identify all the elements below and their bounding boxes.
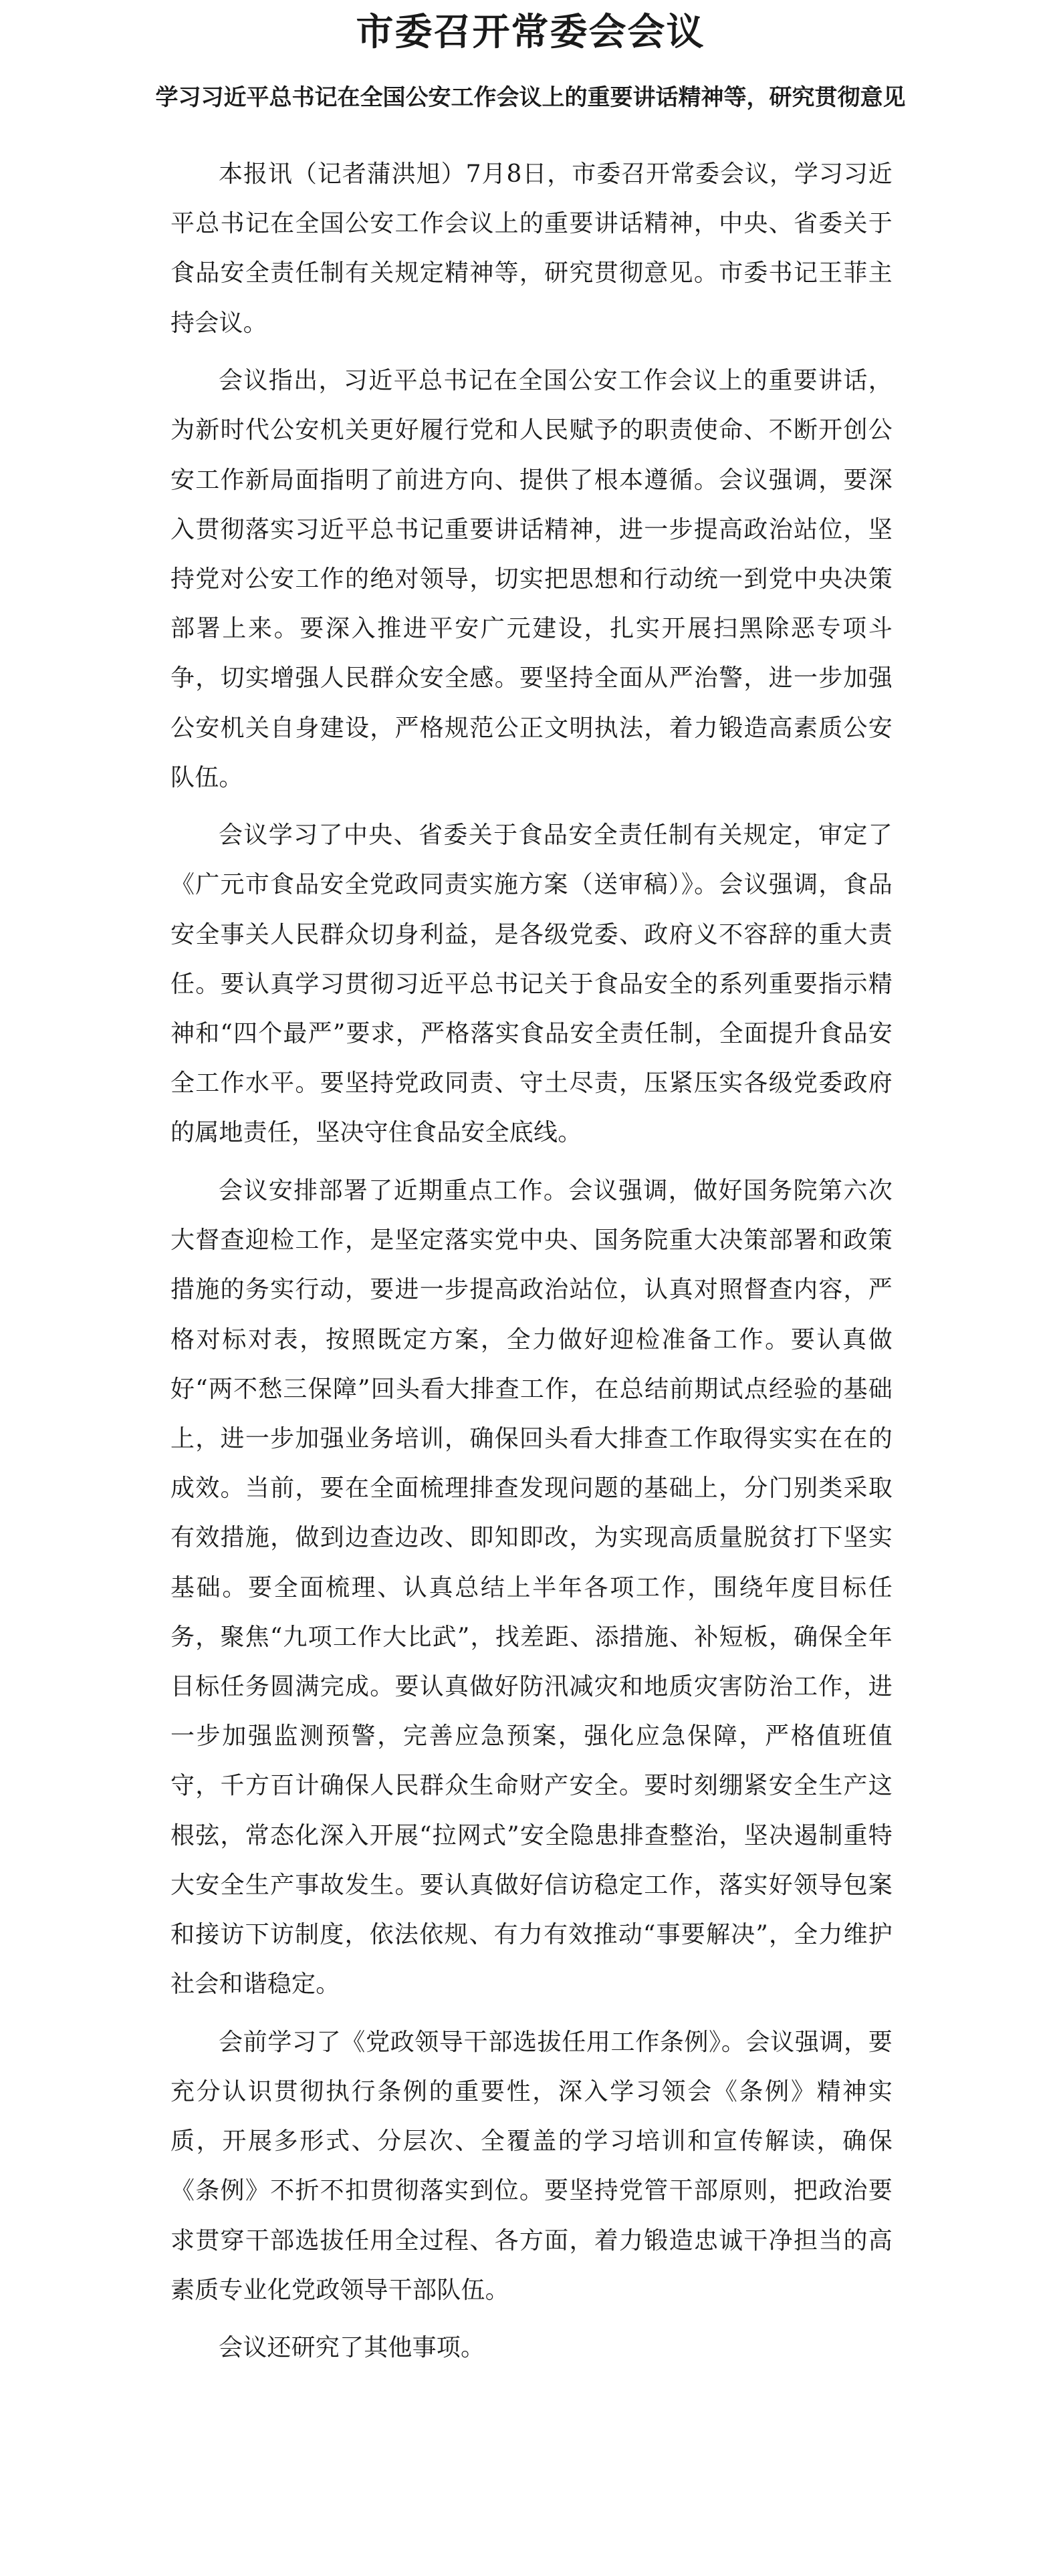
paragraph-food-safety: 会议学习了中央、省委关于食品安全责任制有关规定，审定了《广元市食品安全党政同责实施方案（送审稿）》。会议强调，食品安全事关人民群众切身利益，是各级党委、政府义不容辞的重大责任。要认真学习贯彻习近平总书记关于食品安全的系列重要指示精神和“四个最严”要求，严格落实食品安全责任制，全面提升食品安全工作水平。要坚持党政同责、守土尽责，压紧压实各级党委政府的属地责任，坚决守住食品安全底线。 xyxy=(170,821,893,1147)
paragraph-public-security: 会议指出，习近平总书记在全国公安工作会议上的重要讲话，为新时代公安机关更好履行党和人民赋予的职责使命、不断开创公安工作新局面指明了前进方向、提供了根本遵循。会议强调，要深入贯彻落实习近平总书记重要讲话精神，进一步提高政治站位，坚持党对公安工作的绝对领导，切实把思想和行动统一到党中央决策部署上来。要深入推进平安广元建设，扎实开展扫黑除恶专项斗争，切实增强人民群众安全感。要坚持全面从严治警，进一步加强公安机关自身建设，严格规范公正文明执法，着力锻造高素质公安队伍。 xyxy=(170,367,893,791)
headline: 市委召开常委会会议 xyxy=(356,10,705,54)
paragraph-cadre-regulation: 会前学习了《党政领导干部选拔任用工作条例》。会议强调，要充分认识贯彻执行条例的重要性，深入学习领会《条例》精神实质，开展多形式、分层次、全覆盖的学习培训和宣传解读，确保《条例》不折不扣贯彻落实到位。要坚持党管干部原则，把政治要求贯穿干部选拔任用全过程、各方面，着力锻造忠诚干净担当的高素质专业化党政领导干部队伍。 xyxy=(170,2028,893,2304)
paragraph-lead: 本报讯（记者蒲洪旭）7月8日，市委召开常委会议，学习习近平总书记在全国公安工作会议上的重要讲话精神，中央、省委关于食品安全责任制有关规定精神等，研究贯彻意见。市委书记王菲主持会议。 xyxy=(170,160,893,337)
paragraph-key-work: 会议安排部署了近期重点工作。会议强调，做好国务院第六次大督查迎检工作，是坚定落实党中央、国务院重大决策部署和政策措施的务实行动，要进一步提高政治站位，认真对照督查内容，严格对标对表，按照既定方案，全力做好迎检准备工作。要认真做好“两不愁三保障”回头看大排查工作，在总结前期试点经验的基础上，进一步加强业务培训，确保回头看大排查工作取得实实在在的成效。当前，要在全面梳理排查发现问题的基础上，分门别类采取有效措施，做到边查边改、即知即改，为实现高质量脱贫打下坚实基础。要全面梳理、认真总结上半年各项工作，围绕年度目标任务，聚焦“九项工作大比武”，找差距、添措施、补短板，确保全年目标任务圆满完成。要认真做好防汛减灾和地质灾害防治工作，进一步加强监测预警，完善应急预案，强化应急保障，严格值班值守，千方百计确保人民群众生命财产安全。要时刻绷紧安全生产这根弦，常态化深入开展“拉网式”安全隐患排查整治，坚决遏制重特大安全生产事故发生。要认真做好信访稳定工作，落实好领导包案和接访下访制度，依法依规、有力有效推动“事要解决”，全力维护社会和谐稳定。 xyxy=(170,1176,893,1999)
paragraph-other-matters: 会议还研究了其他事项。 xyxy=(219,2334,485,2362)
subheadline: 学习习近平总书记在全国公安工作会议上的重要讲话精神等，研究贯彻意见 xyxy=(155,84,906,111)
article-body xyxy=(170,150,893,2381)
